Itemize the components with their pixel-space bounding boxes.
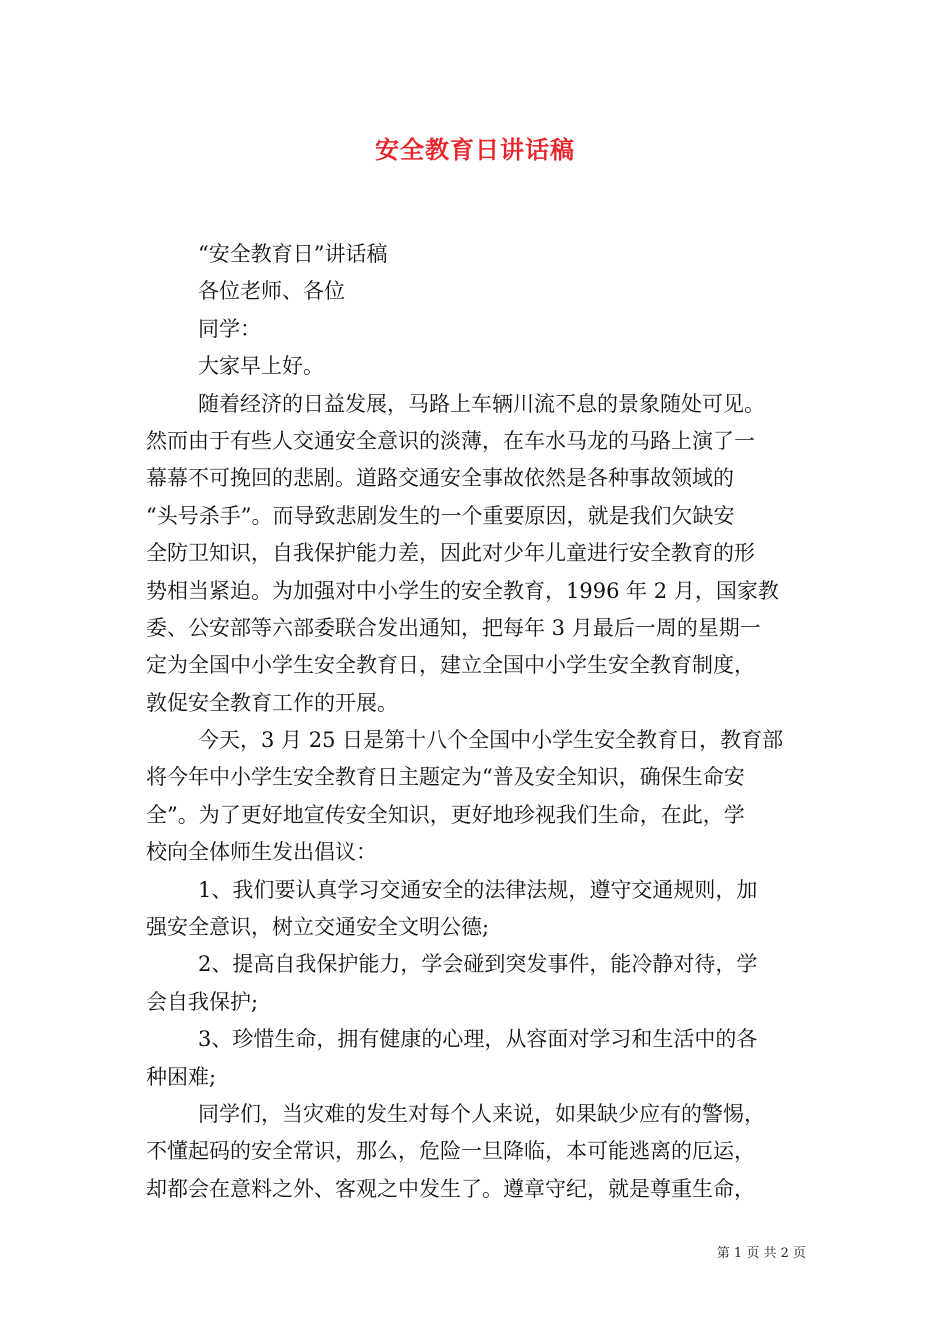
body-line: 会自我保护;: [146, 989, 259, 1014]
body-line: 大家早上好。: [198, 354, 324, 379]
body-line: 不懂起码的安全常识，那么，危险一旦降临，本可能逃离的厄运，: [146, 1139, 755, 1164]
body-line: 全”。为了更好地宣传安全知识，更好地珍视我们生命，在此，学: [146, 802, 745, 827]
body-line: 各位老师、各位: [198, 279, 345, 304]
body-line: 定为全国中小学生安全教育日，建立全国中小学生安全教育制度，: [146, 653, 755, 678]
body-line: 1、我们要认真学习交通安全的法律法规，遵守交通规则，加: [198, 877, 758, 902]
body-line: 今天，3 月 25 日是第十八个全国中小学生安全教育日，教育部: [198, 728, 784, 753]
body-line: 将今年中小学生安全教育日主题定为“普及安全知识，确保生命安: [146, 765, 745, 790]
body-line: 然而由于有些人交通安全意识的淡薄，在车水马龙的马路上演了一: [146, 428, 755, 453]
document-title: 安全教育日讲话稿: [375, 135, 575, 164]
body-line: 校向全体师生发出倡议：: [146, 840, 377, 865]
body-line: 全防卫知识，自我保护能力差，因此对少年儿童进行安全教育的形: [146, 541, 755, 566]
body-line: 幕幕不可挽回的悲剧。道路交通安全事故依然是各种事故领域的: [146, 466, 734, 491]
body-line: 2、提高自我保护能力，学会碰到突发事件，能冷静对待，学: [198, 952, 758, 977]
body-line: 随着经济的日益发展，马路上车辆川流不息的景象随处可见。: [198, 391, 765, 416]
body-line: “头号杀手”。而导致悲剧发生的一个重要原因，就是我们欠缺安: [146, 503, 735, 528]
page-footer: 第 1 页 共 2 页: [716, 1246, 806, 1261]
body-line: 势相当紧迫。为加强对中小学生的安全教育，1996 年 2 月，国家教: [146, 578, 779, 603]
body-line: 委、公安部等六部委联合发出通知，把每年 3 月最后一周的星期一: [146, 615, 761, 640]
body-line: “安全教育日”讲话稿: [198, 242, 388, 266]
body-line: 却都会在意料之外、客观之中发生了。遵章守纪，就是尊重生命，: [146, 1176, 755, 1201]
body-line: 同学：: [198, 316, 261, 341]
body-line: 同学们，当灾难的发生对每个人来说，如果缺少应有的警惕，: [198, 1101, 765, 1126]
body-line: 敦促安全教育工作的开展。: [146, 690, 398, 715]
body-line: 强安全意识，树立交通安全文明公德;: [146, 915, 490, 940]
body-line: 种困难;: [146, 1064, 217, 1089]
body-line: 3、珍惜生命，拥有健康的心理，从容面对学习和生活中的各: [198, 1027, 758, 1052]
document-body: [146, 236, 806, 1208]
